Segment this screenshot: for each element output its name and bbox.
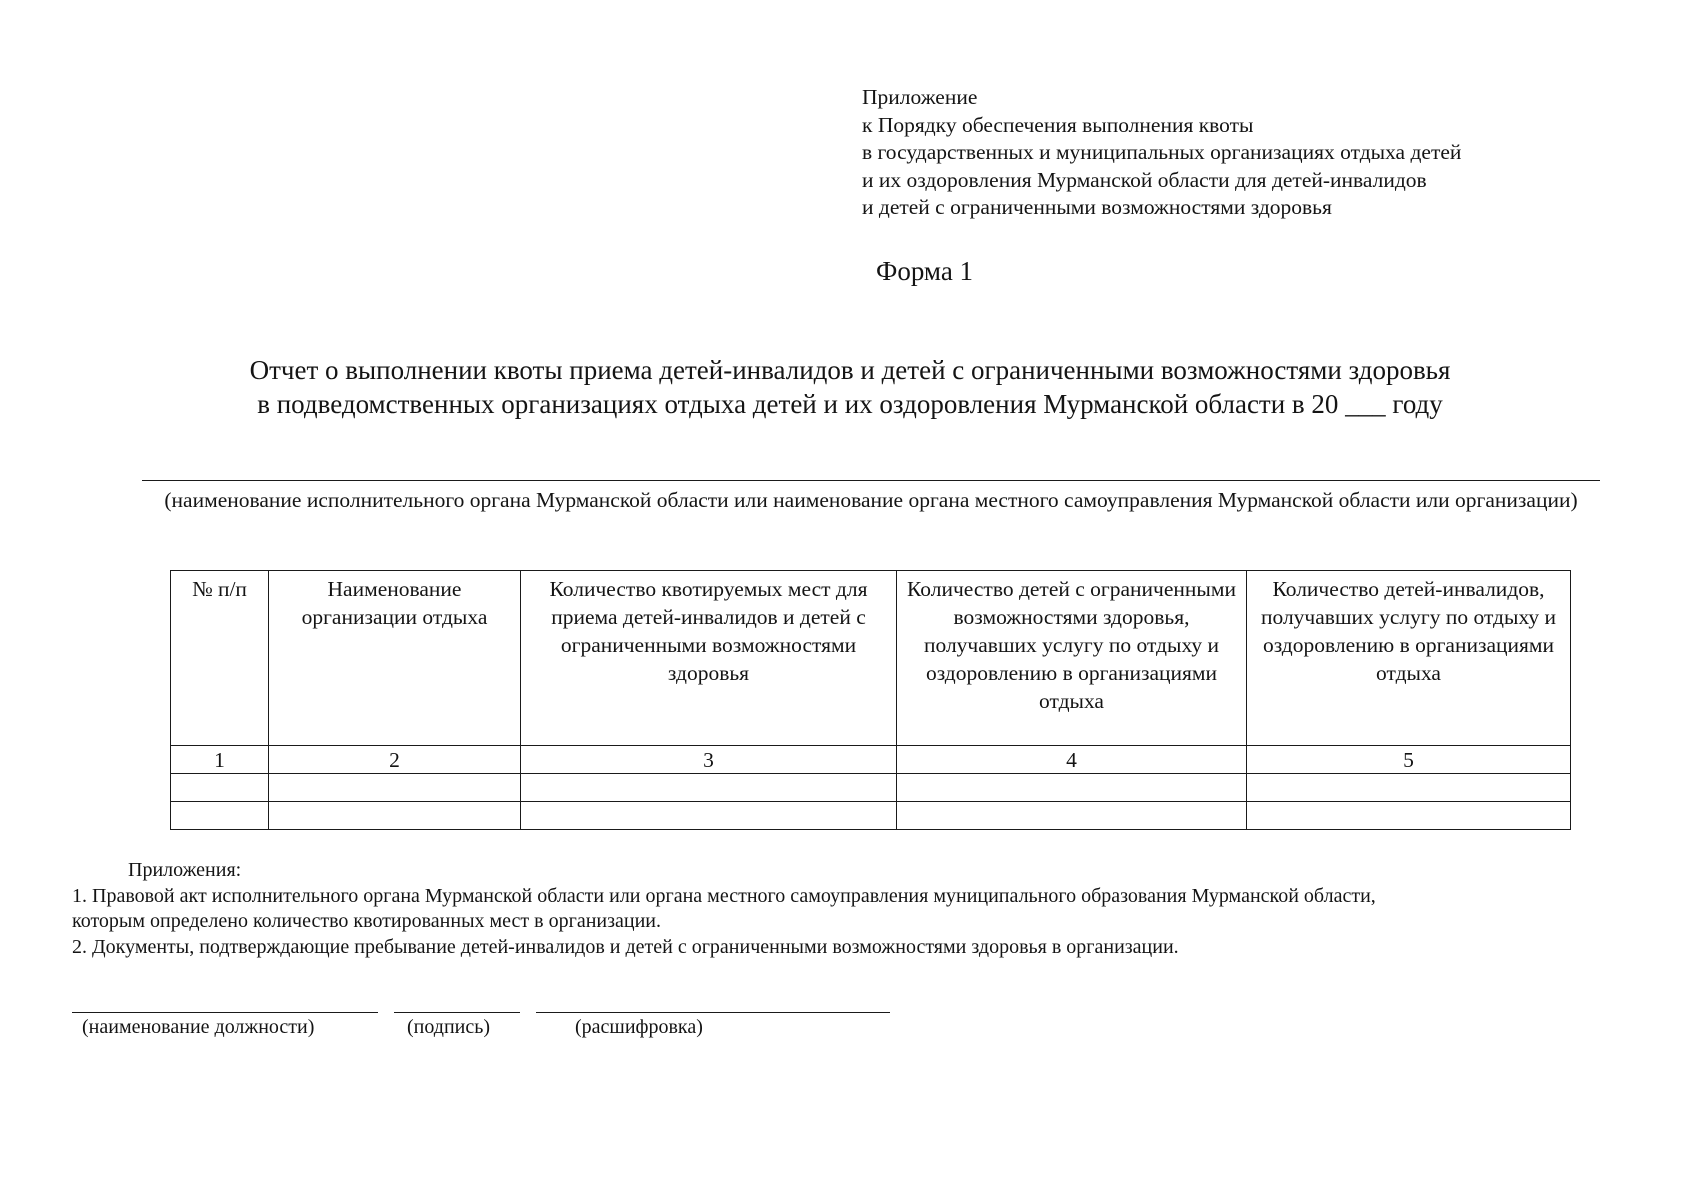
table-row	[171, 802, 1571, 830]
attachment-item-1-line-1: 1. Правовой акт исполнительного органа Мурманской области или органа местного самоуправления муниципального образования Мурманской области,	[72, 884, 1376, 907]
signature-caption: (подпись)	[407, 1016, 491, 1038]
table-cell	[269, 774, 521, 802]
table-header-row	[171, 571, 1571, 746]
table-cell	[521, 774, 897, 802]
table-cell	[897, 774, 1247, 802]
appendix-line: и детей с ограниченными возможностями здоровья	[862, 195, 1332, 219]
column-number: 2	[269, 746, 521, 774]
column-number: 3	[521, 746, 897, 774]
report-title-line-2: в подведомственных организациях отдыха детей и их оздоровления Мурманской области в 20 ___ году	[257, 389, 1443, 419]
header-quota-places: Количество квотируемых мест для приема детей-инвалидов и детей с ограниченными возможностями здоровья	[521, 571, 897, 746]
appendix-line: в государственных и муниципальных организациях отдыха детей	[862, 140, 1462, 164]
attachment-item-1-line-2: которым определено количество квотированных мест в организации.	[72, 910, 661, 932]
report-title	[100, 353, 1600, 421]
table-cell	[171, 774, 269, 802]
table-cell	[269, 802, 521, 830]
table-cell	[521, 802, 897, 830]
report-title-line-1: Отчет о выполнении квоты приема детей-инвалидов и детей с ограниченными возможностями здоровья	[249, 355, 1451, 385]
quota-report-table	[170, 570, 1571, 830]
organization-name-caption: (наименование исполнительного органа Мурманской области или наименование органа местного самоуправления Мурманской области или организации)	[164, 488, 1578, 512]
form-label: Форма 1	[876, 256, 974, 286]
header-children-disabled: Количество детей-инвалидов, получавших услугу по отдыху и оздоровлению в организациями отдыха	[1247, 571, 1571, 746]
table-cell	[1247, 802, 1571, 830]
header-number: № п/п	[171, 571, 269, 746]
attachment-item-2: 2. Документы, подтверждающие пребывание детей-инвалидов и детей с ограниченными возможностями здоровья в организации.	[72, 935, 1179, 958]
column-number-row	[171, 746, 1571, 774]
signature-line	[394, 1012, 520, 1013]
position-caption: (наименование должности)	[82, 1016, 315, 1038]
appendix-line: Приложение	[862, 85, 978, 109]
column-number: 5	[1247, 746, 1571, 774]
header-organization: Наименование организации отдыха	[269, 571, 521, 746]
appendix-line: к Порядку обеспечения выполнения квоты	[862, 112, 1254, 137]
column-number: 4	[897, 746, 1247, 774]
appendix-line: и их оздоровления Мурманской области для детей-инвалидов	[862, 167, 1427, 192]
position-signature-line	[72, 1012, 378, 1013]
table-cell	[1247, 774, 1571, 802]
table-cell	[897, 802, 1247, 830]
decoding-signature-line	[536, 1012, 890, 1013]
attachments-section	[72, 858, 1672, 960]
decoding-caption: (расшифровка)	[575, 1016, 703, 1038]
column-number: 1	[171, 746, 269, 774]
table-cell	[171, 802, 269, 830]
attachments-heading: Приложения:	[128, 859, 242, 881]
organization-name-line	[142, 480, 1600, 481]
header-children-limited-health: Количество детей с ограниченными возможностями здоровья, получавших услугу по отдыху и оздоровлению в организациями отдыха	[897, 571, 1247, 746]
appendix-header	[862, 84, 1662, 222]
table-row	[171, 774, 1571, 802]
